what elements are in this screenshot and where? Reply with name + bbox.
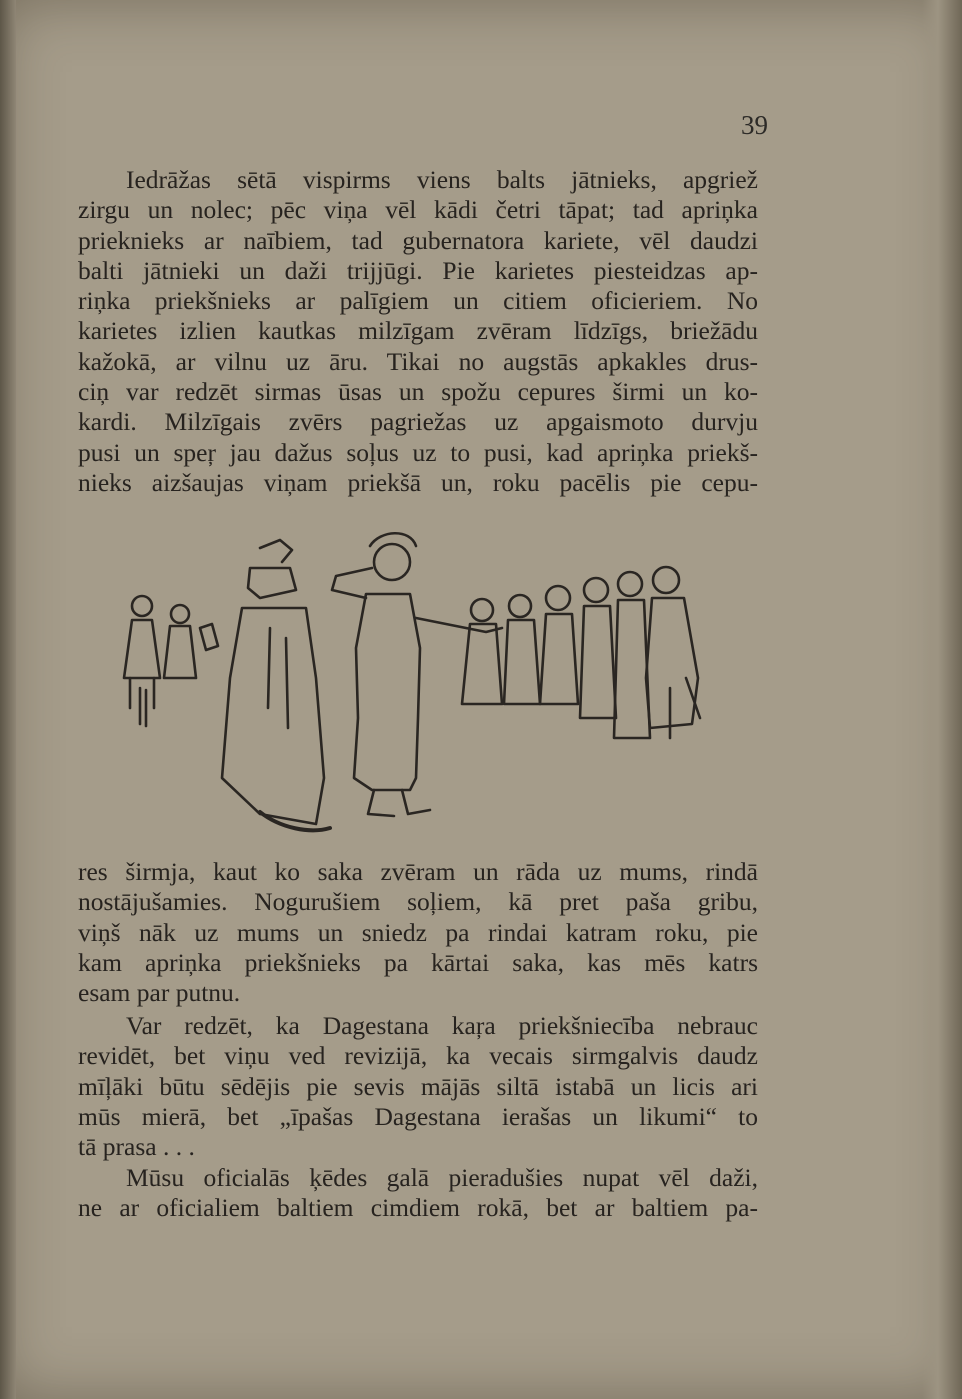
- paragraph-4: [78, 1163, 758, 1224]
- text-line: viņš nāk uz mums un sniedz pa rindai katram roku, pie: [78, 917, 758, 947]
- page-number: 39: [741, 110, 768, 140]
- text-line: ne ar oficialiem baltiem cimdiem rokā, bet ar baltiem pa-: [78, 1193, 758, 1223]
- page-edge-shadow: [922, 0, 962, 1399]
- paragraph-2: [78, 857, 758, 1008]
- text-line: karietes izlien kautkas milzīgam zvēram līdzīgs, briežādu: [78, 316, 758, 346]
- text-line: balti jātnieki un daži trijjūgi. Pie karietes piesteidzas ap-: [78, 255, 758, 285]
- page-binding-shadow: [0, 0, 16, 1399]
- figure-group-left: [124, 596, 218, 726]
- paragraph-1: [78, 165, 758, 498]
- figure-in-fur-coat: [222, 540, 330, 830]
- illustration-officers-greeting: [110, 528, 720, 838]
- text-line: nostājušamies. Nogurušiem soļiem, kā pret paša gribu,: [78, 887, 758, 917]
- text-line: Var redzēt, ka Dagestana kaŗa priekšniecība nebrauc: [126, 1011, 758, 1040]
- text-line: mīļāki būtu sēdējis pie sevis mājās siltā istabā un licis ari: [78, 1071, 758, 1101]
- text-line: ciņ var redzēt sirmas ūsas un spožu cepures širmi un ko-: [78, 377, 758, 407]
- paragraph-3: [78, 1011, 758, 1162]
- text-line: zirgu un nolec; pēc viņa vēl kādi četri tāpat; tad apriņka: [78, 195, 758, 225]
- figure-saluting-officer: [332, 533, 502, 816]
- text-line: kam apriņka priekšnieks pa kārtai saka, kas mēs katrs: [78, 947, 758, 977]
- text-line: mūs mierā, bet „īpašas Dagestana ierašas un likumi“ to: [78, 1101, 758, 1131]
- text-line: Mūsu oficialās ķēdes galā pieradušies nupat vēl daži,: [126, 1163, 758, 1192]
- text-line: kardi. Milzīgais zvērs pagriežas uz apgaismoto durvju: [78, 407, 758, 437]
- text-line: pusi un speŗ jau dažus soļus uz to pusi, kad apriņka priekš-: [78, 437, 758, 467]
- text-line: riņka priekšnieks ar palīgiem un citiem oficieriem. No: [78, 286, 758, 316]
- text-line: tā prasa . . .: [78, 1132, 195, 1162]
- figure-row-right: [462, 567, 700, 738]
- text-line: Iedrāžas sētā vispirms viens balts jātnieks, apgriež: [126, 165, 758, 194]
- text-line: esam par putnu.: [78, 978, 241, 1008]
- text-line: prieknieks ar naībiem, tad gubernatora kariete, vēl daudzi: [78, 225, 758, 255]
- text-line: res širmja, kaut ko saka zvēram un rāda uz mums, rindā: [78, 857, 758, 886]
- text-line: nieks aizšaujas viņam priekšā un, roku pacēlis pie cepu-: [78, 467, 758, 497]
- text-line: kažokā, ar vilnu uz āru. Tikai no augstās apkakles drus-: [78, 346, 758, 376]
- text-line: revidēt, bet viņu ved revizijā, ka vecais sirmgalvis daudz: [78, 1041, 758, 1071]
